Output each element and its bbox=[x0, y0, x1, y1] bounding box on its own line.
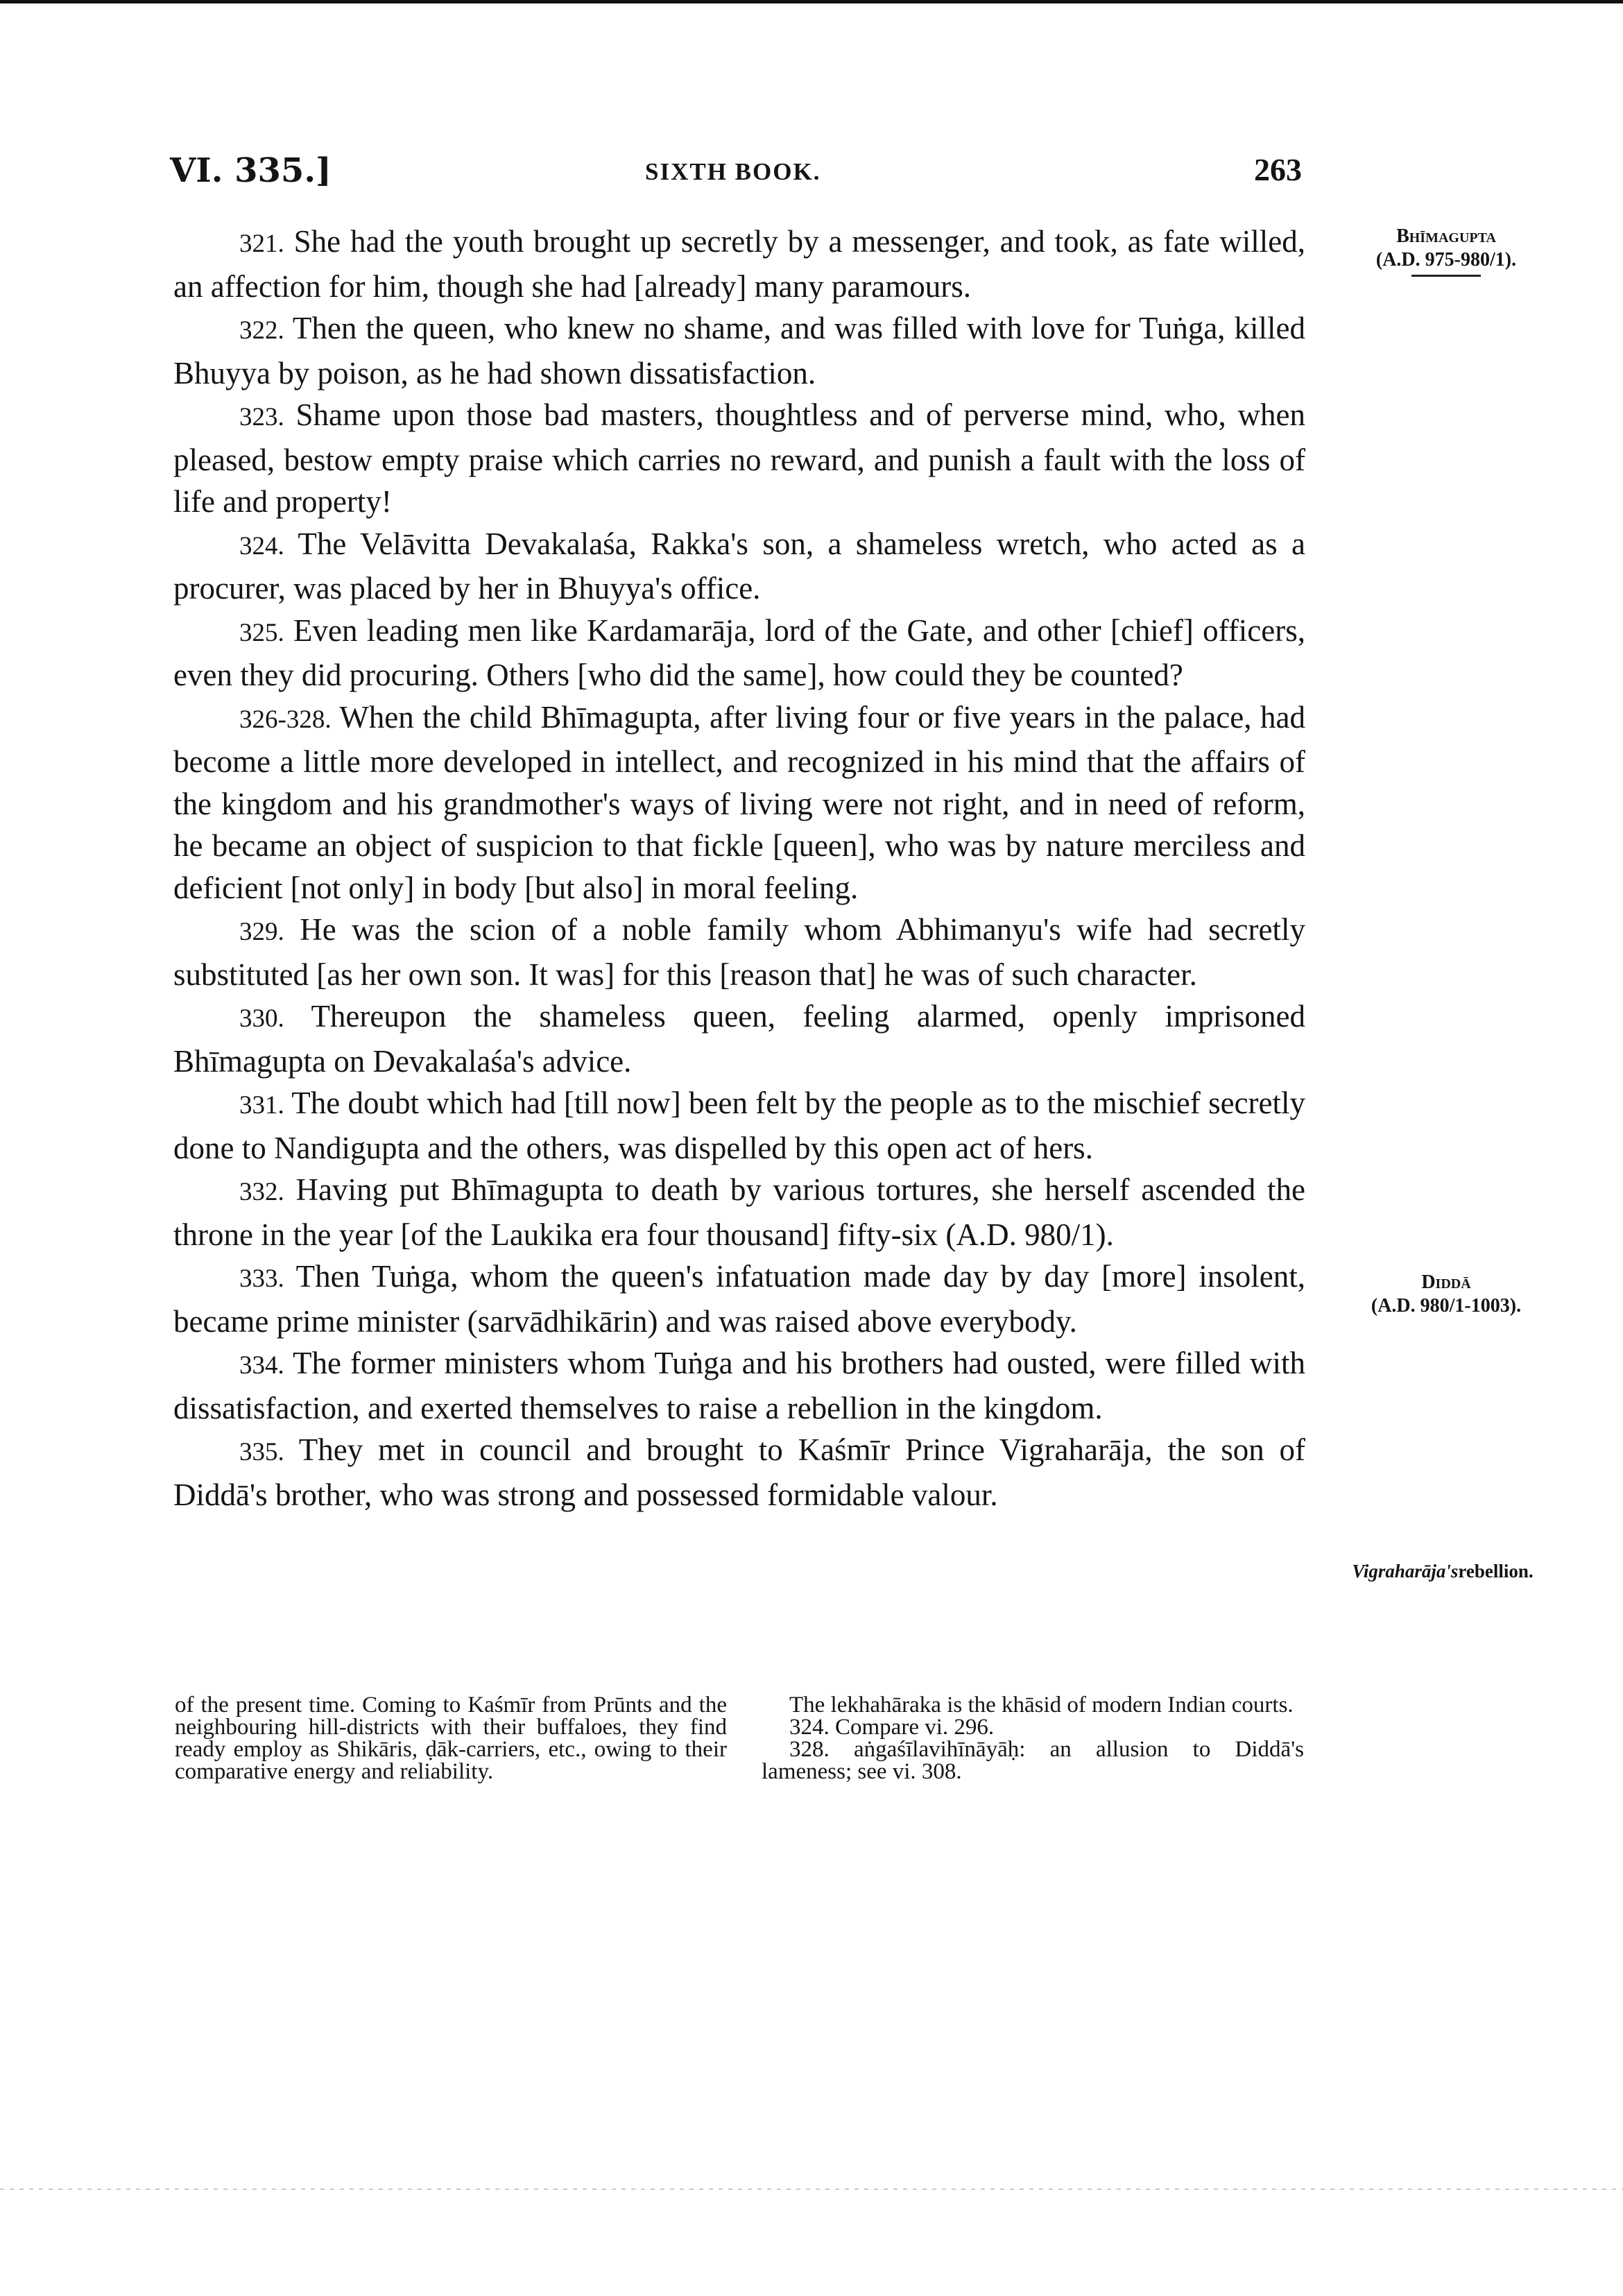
header-section-ref: VI. 335.] bbox=[170, 151, 332, 190]
verse-322 bbox=[173, 307, 1305, 394]
verse-text: The former ministers whom Tuṅga and his brothers had ousted, were filled with dissatisfaction, and exerted themselves to raise a rebellion in the kingdom. bbox=[173, 1346, 1305, 1425]
verse-323 bbox=[173, 394, 1305, 523]
page-number: 263 bbox=[1254, 152, 1302, 187]
footnote-328: 328. aṅgaśīlavihīnāyāḥ: an allusion to Diddā's lameness; see vi. 308. bbox=[762, 1737, 1304, 1784]
verse-text: She had the youth brought up secretly by a messenger, and took, as fate willed, an affection for him, though she had [already] many paramours. bbox=[173, 224, 1306, 304]
verse-text: When the child Bhīmagupta, after living four or five years in the palace, had become a little more developed in intellect, and recognized in his mind that the affairs of the kingdom and his grandmother's ways of living were not right, and in need of reform, he became an object of suspicion to that fickle [queen], who was by nature merciless and deficient [not only] in body [but also] in moral feeling. bbox=[173, 699, 1305, 905]
verse-335 bbox=[173, 1429, 1305, 1516]
verse-number: 334. bbox=[239, 1351, 284, 1380]
verse-325 bbox=[173, 610, 1305, 696]
verse-text: Shame upon those bad masters, thoughtless and of perverse mind, who, when pleased, bestow empty praise which carries no reward, and punish a fault with the loss of life and property! bbox=[173, 397, 1305, 519]
margin-note-name: Vigraharāja's bbox=[1352, 1561, 1459, 1582]
margin-note-title: Bhīmagupta bbox=[1396, 225, 1496, 247]
margin-note-rule bbox=[1411, 275, 1481, 277]
verse-number: 322. bbox=[239, 316, 284, 345]
verse-text: They met in council and brought to Kaśmīr Prince Vigraharāja, the son of Diddā's brother, who was strong and possessed formidable valour. bbox=[173, 1432, 1306, 1512]
verse-text: Then Tuṅga, whom the queen's infatuation made day by day [more] insolent, became prime minister (sarvādhikārin) and was raised above everybody. bbox=[173, 1259, 1305, 1339]
verse-326-328 bbox=[173, 696, 1305, 909]
verse-329 bbox=[173, 909, 1305, 995]
verse-number: 326-328. bbox=[239, 705, 332, 734]
verse-321 bbox=[173, 221, 1305, 307]
margin-note-didda bbox=[1332, 1271, 1561, 1318]
verse-number: 325. bbox=[239, 618, 284, 647]
margin-note-bhimagupta bbox=[1332, 225, 1561, 277]
verse-number: 332. bbox=[239, 1178, 284, 1206]
margin-note-title: Diddā bbox=[1421, 1271, 1471, 1293]
verse-text: He was the scion of a noble family whom Abhimanyu's wife had secretly substituted [as her own son. It was] for this [reason that] he was of such character. bbox=[173, 912, 1305, 992]
verse-text: Even leading men like Kardamarāja, lord of the Gate, and other [chief] officers, even they did procuring. Others [who did the same], how could they be counted? bbox=[173, 612, 1305, 692]
verse-number: 333. bbox=[239, 1265, 284, 1293]
main-text bbox=[173, 221, 1305, 1516]
footnote-324: 324. Compare vi. 296. bbox=[789, 1715, 995, 1740]
footnote-column-right bbox=[762, 1694, 1304, 1783]
verse-text: Thereupon the shameless queen, feeling alarmed, openly imprisoned Bhīmagupta on Devakalaśa's advice. bbox=[173, 999, 1305, 1079]
margin-note-rebellion bbox=[1332, 1559, 1554, 1583]
margin-note-dates: (A.D. 975-980/1). bbox=[1375, 249, 1517, 271]
verse-text: The doubt which had [till now] been felt by the people as to the mischief secretly done to Nandigupta and the others, was dispelled by this open act of hers. bbox=[173, 1086, 1305, 1165]
verse-324 bbox=[173, 523, 1305, 610]
margin-note-rest: rebellion. bbox=[1458, 1561, 1534, 1582]
verse-333 bbox=[173, 1256, 1305, 1342]
verse-text: Having put Bhīmagupta to death by various tortures, she herself ascended the throne in the year [of the Laukika era four thousand] fifty-six (A.D. 980/1). bbox=[173, 1172, 1305, 1252]
footnote-continuation: of the present time. Coming to Kaśmīr from Prūnts and the neighbouring hill-districts with their buffaloes, they find ready employ as Shikāris, ḍāk-carriers, etc., owing to their comparative energy and reliability. bbox=[175, 1693, 727, 1784]
margin-note-dates: (A.D. 980/1-1003). bbox=[1371, 1295, 1522, 1317]
verse-number: 335. bbox=[239, 1438, 284, 1466]
top-border bbox=[0, 0, 1623, 3]
verse-number: 331. bbox=[239, 1091, 284, 1120]
running-header bbox=[0, 151, 1623, 200]
verse-text: Then the queen, who knew no shame, and was filled with love for Tuṅga, killed Bhuyya by poison, as he had shown dissatisfaction. bbox=[173, 311, 1306, 391]
verse-number: 330. bbox=[239, 1004, 284, 1033]
verse-text: The Velāvitta Devakalaśa, Rakka's son, a shameless wretch, who acted as a procurer, was placed by her in Bhuyya's office. bbox=[173, 526, 1305, 606]
verse-334 bbox=[173, 1342, 1305, 1429]
verse-number: 321. bbox=[239, 230, 284, 258]
verse-330 bbox=[173, 995, 1305, 1082]
verse-number: 324. bbox=[239, 531, 284, 560]
footnote-column-left bbox=[175, 1694, 727, 1783]
verse-number: 329. bbox=[239, 918, 284, 946]
footnote-lekhaharaka: The lekhahāraka is the khāsid of modern Indian courts. bbox=[789, 1693, 1294, 1717]
verse-331 bbox=[173, 1082, 1305, 1169]
verse-number: 323. bbox=[239, 403, 284, 431]
scan-artifact-line bbox=[0, 2188, 1623, 2190]
header-book-title: SIXTH BOOK. bbox=[645, 158, 821, 185]
verse-332 bbox=[173, 1169, 1305, 1256]
